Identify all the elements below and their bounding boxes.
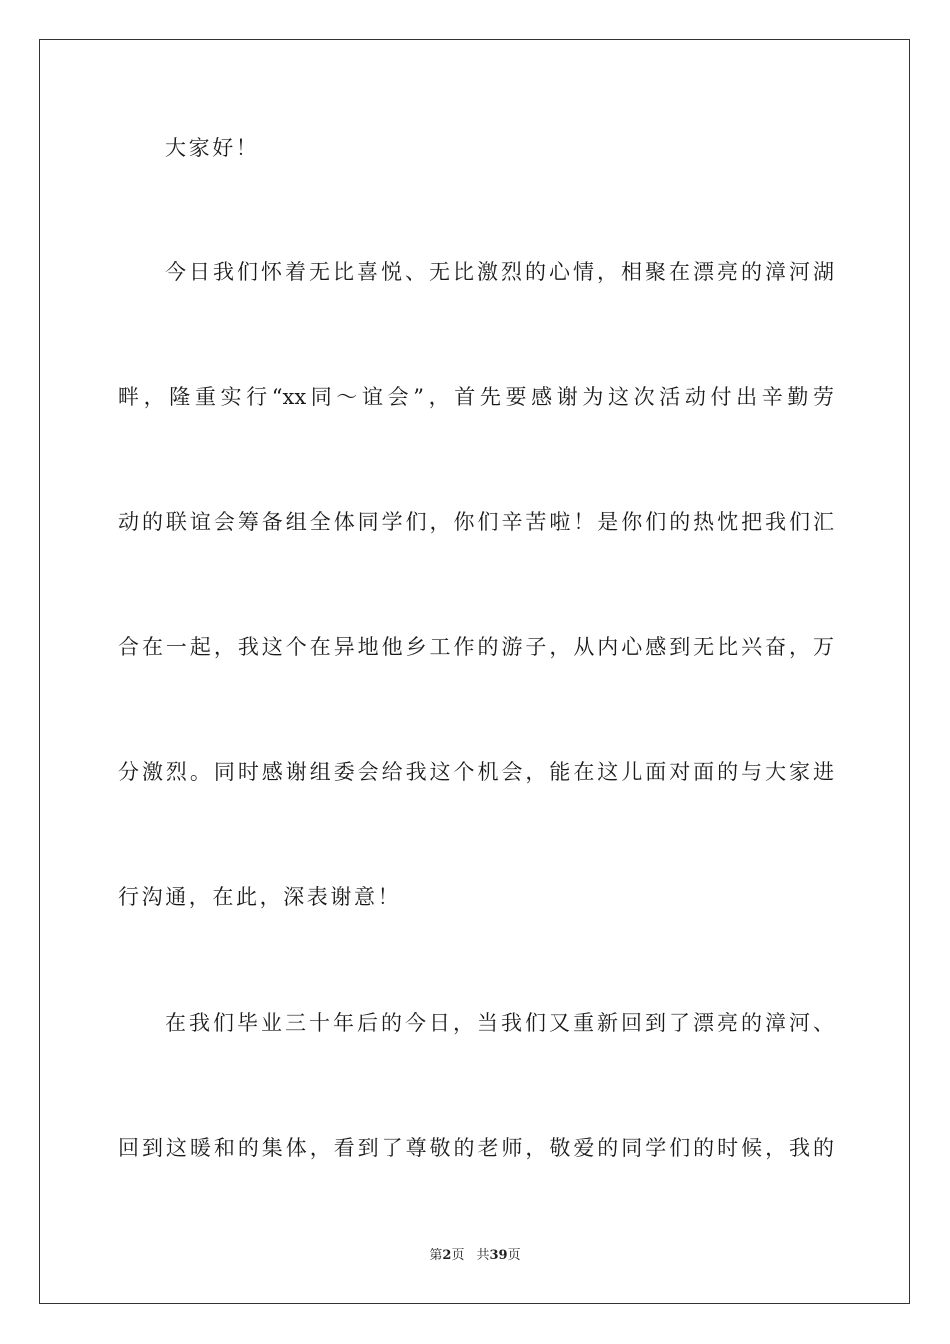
- page-prefix: 第: [429, 1248, 443, 1263]
- page-suffix: 页: [451, 1248, 465, 1263]
- paragraph-2-line-2: 回到这暖和的集体，看到了尊敬的老师，敬爱的同学们的时候，我的: [118, 1136, 834, 1160]
- paragraph-1-line-1: 今日我们怀着无比喜悦、无比激烈的心情，相聚在漂亮的漳河湖: [165, 260, 834, 284]
- page-footer: [0, 1247, 950, 1265]
- total-prefix: 共: [476, 1248, 490, 1263]
- paragraph-1-line-5: 分激烈。同时感谢组委会给我这个机会，能在这儿面对面的与大家进: [118, 760, 834, 784]
- paragraph-1-line-6: 行沟通，在此，深表谢意！: [118, 885, 402, 909]
- paragraph-2-line-1: 在我们毕业三十年后的今日，当我们又重新回到了漂亮的漳河、: [165, 1011, 834, 1035]
- paragraph-1-line-3: 动的联谊会筹备组全体同学们，你们辛苦啦！是你们的热忱把我们汇: [118, 510, 834, 534]
- greeting-line: 大家好！: [165, 136, 260, 160]
- page-border: [39, 39, 910, 1304]
- total-suffix: 页: [507, 1248, 521, 1263]
- page-number: 2: [442, 1248, 452, 1263]
- paragraph-1-line-4: 合在一起，我这个在异地他乡工作的游子，从内心感到无比兴奋，万: [118, 635, 834, 659]
- paragraph-1-line-2: 畔，隆重实行“xx同～谊会”，首先要感谢为这次活动付出辛勤劳: [118, 385, 834, 409]
- total-pages: 39: [489, 1248, 508, 1263]
